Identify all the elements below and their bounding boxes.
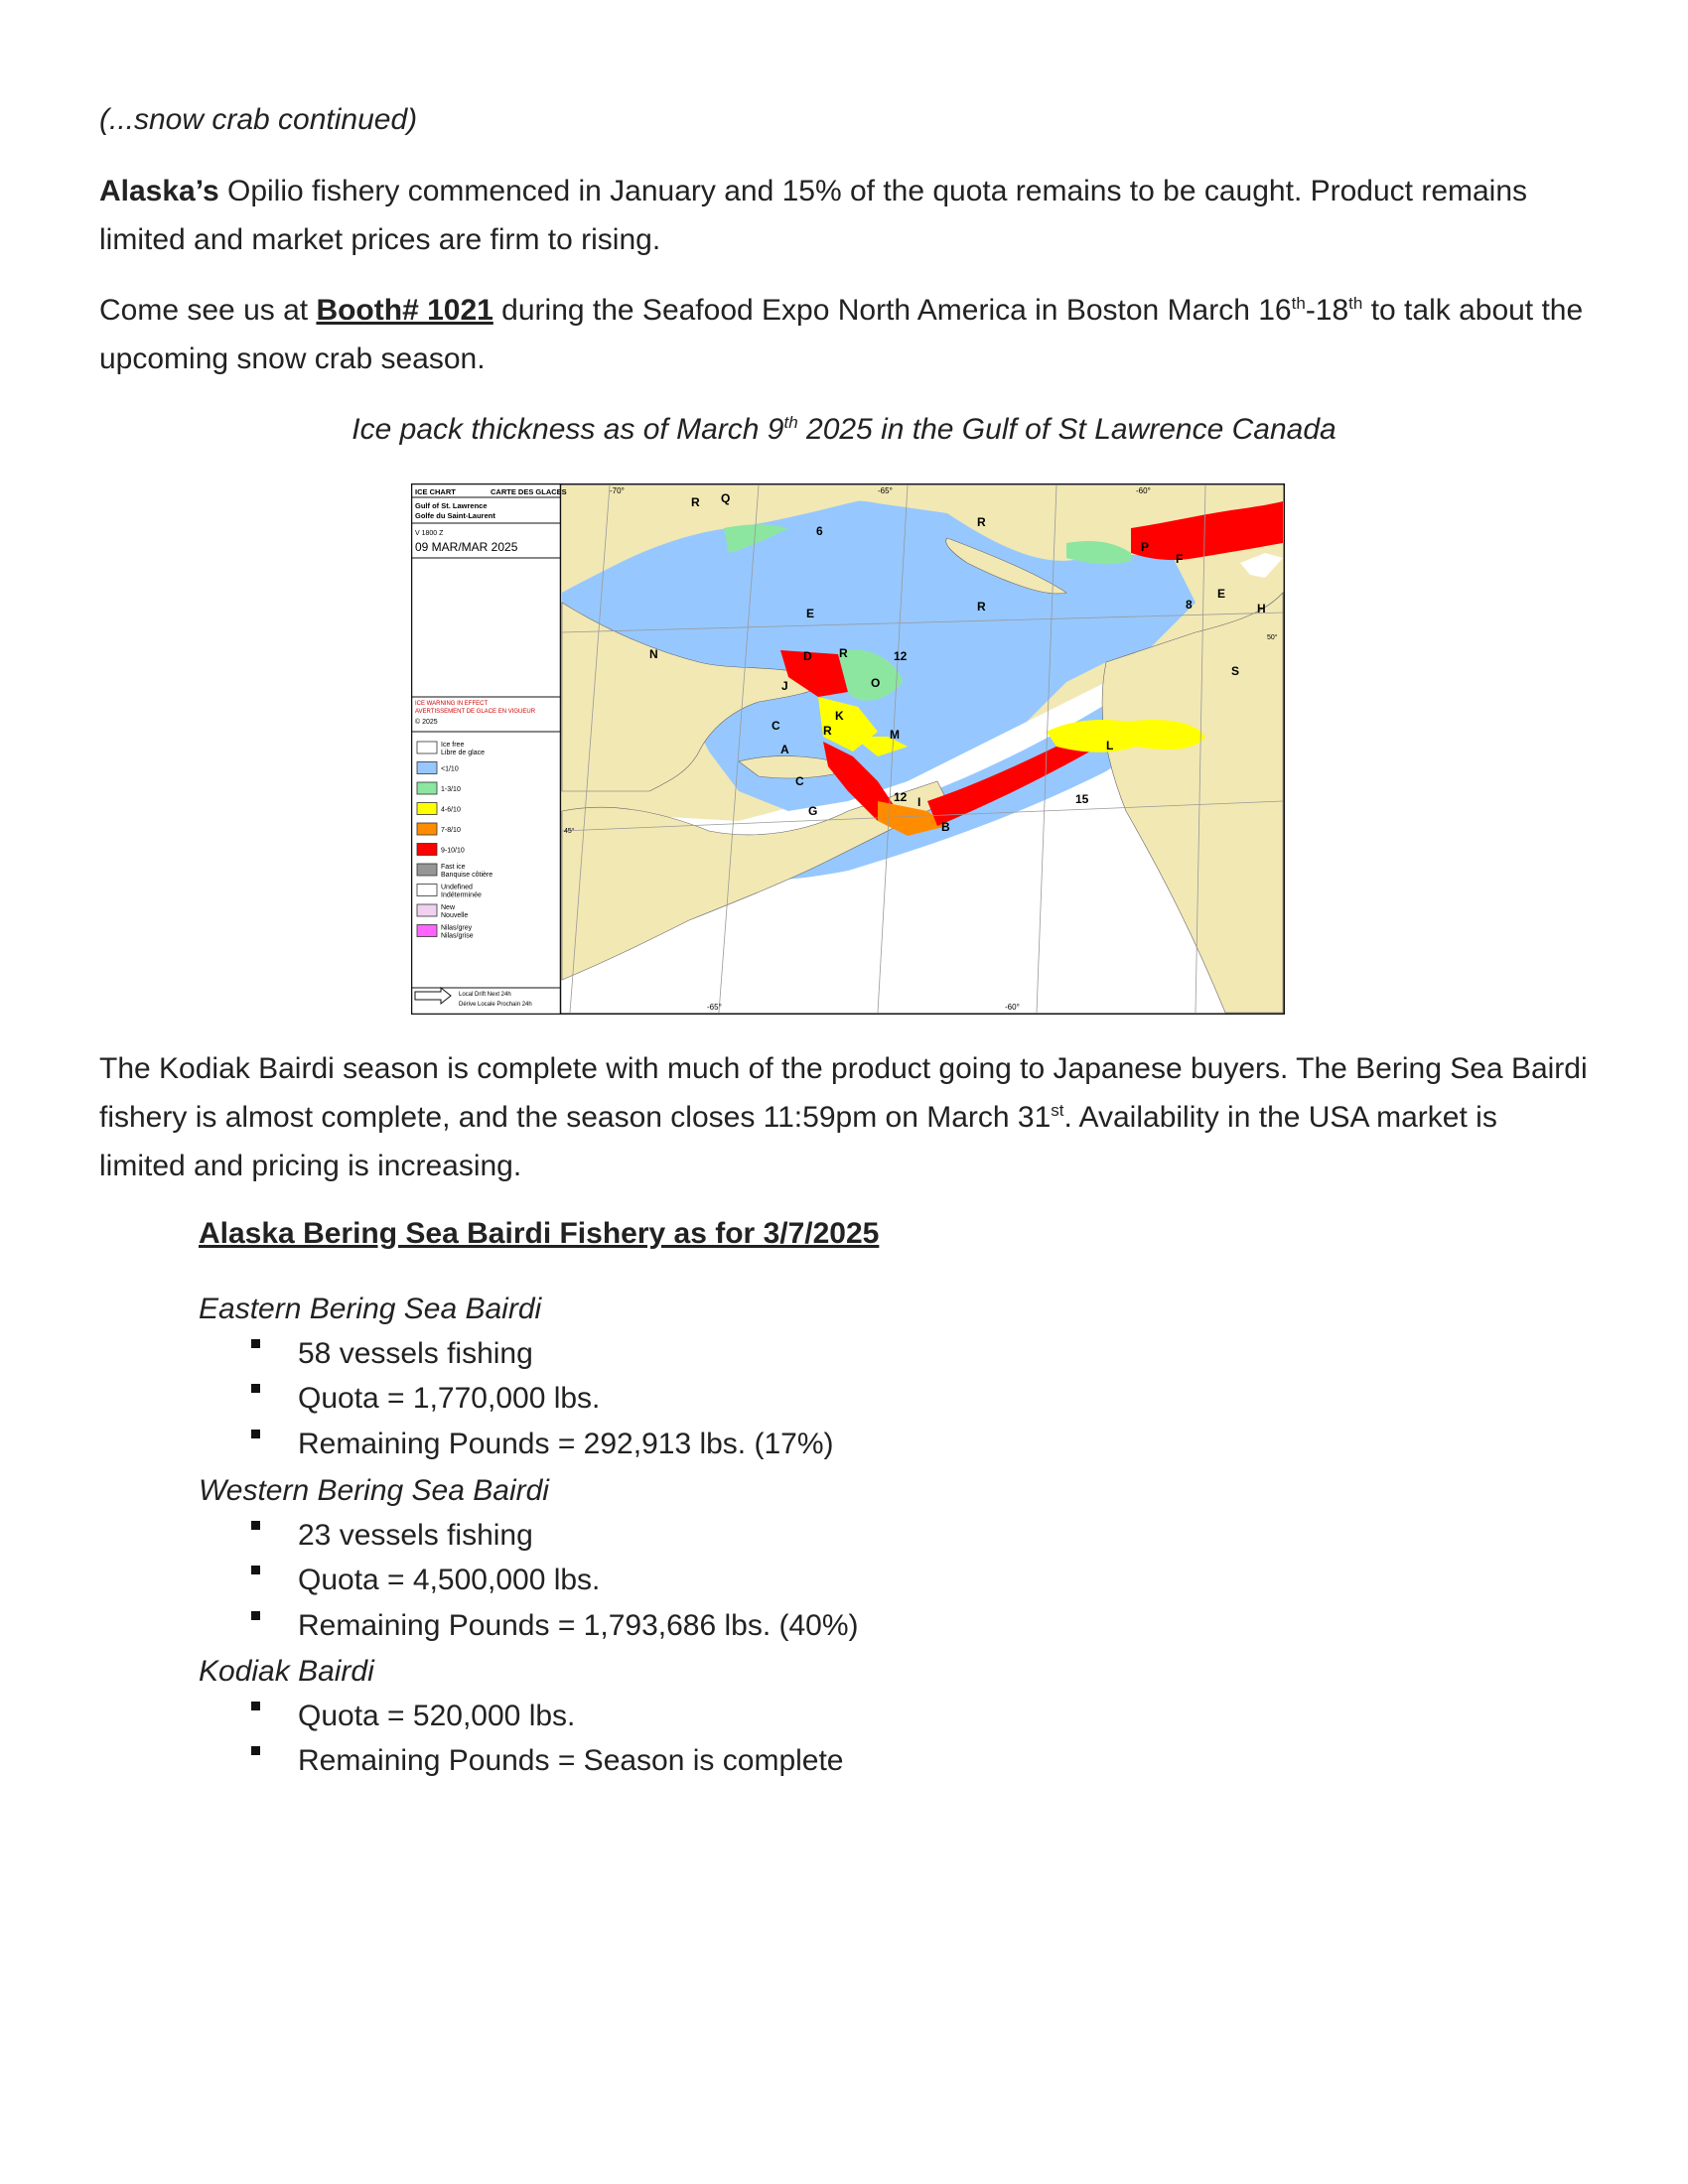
zone-letter: G <box>808 804 818 818</box>
legend-swatch <box>417 844 437 856</box>
legend-label: 4-6/10 <box>441 806 461 814</box>
zone-number: 8 <box>1186 598 1193 612</box>
zone-letter: A <box>780 743 789 756</box>
legend-label: Undefined <box>441 884 473 891</box>
lon-label-1: -70° <box>610 486 625 495</box>
caption-post: 2025 in the Gulf of St Lawrence Canada <box>797 413 1336 446</box>
continued-note: (...snow crab continued) <box>99 103 418 136</box>
legend-swatch <box>417 864 437 876</box>
para2-mid: during the Seafood Expo North America in Boston March 16 <box>492 294 1292 327</box>
list-item: Remaining Pounds = Season is complete <box>298 1744 844 1777</box>
legend-copyright: © 2025 <box>415 719 438 726</box>
zone-letter: L <box>1106 739 1114 752</box>
legend-label: 9-10/10 <box>441 847 465 855</box>
legend-sublabel: Indéterminée <box>441 891 482 899</box>
para2-pre: Come see us at <box>99 294 317 327</box>
expo-paragraph <box>99 286 1589 383</box>
list-item: 23 vessels fishing <box>298 1519 533 1552</box>
alaska-opilio-paragraph <box>99 167 1589 264</box>
legend-version: V 1800 Z <box>415 530 444 537</box>
para3-pre: The Kodiak Bairdi season is complete with much of the product going to Japanese buyers. The Bering Sea Bairdi fishery is almost complete, and the season closes 11:59pm on March 31 <box>99 1052 1588 1134</box>
bullet <box>251 1384 260 1393</box>
ice-chart-image <box>411 483 1285 1015</box>
zone-letter: E <box>806 607 815 620</box>
legend-date: 09 MAR/MAR 2025 <box>415 540 518 554</box>
legend-swatch <box>417 742 437 753</box>
legend-label: <1/10 <box>441 765 459 773</box>
legend-warning-fr: AVERTISSEMENT DE GLACE EN VIGUEUR <box>415 709 536 715</box>
legend-swatch <box>417 823 437 835</box>
zone-letter: R <box>691 495 700 509</box>
legend-swatch <box>417 762 437 774</box>
zone-letter: H <box>1257 602 1266 615</box>
legend-drift-en: Local Drift Next 24h <box>459 992 511 998</box>
legend-region-en: Gulf of St. Lawrence <box>415 501 488 510</box>
legend-sublabel: Nouvelle <box>441 912 469 919</box>
legend-swatch <box>417 904 437 916</box>
lon-label-3: -60° <box>1136 486 1151 495</box>
para2-sup2: th <box>1348 294 1363 313</box>
ice-zone-l <box>1047 720 1205 752</box>
zone-letter: P <box>1141 540 1150 554</box>
zone-letter: S <box>1231 664 1240 678</box>
lon-label-5: -60° <box>1005 1003 1020 1012</box>
list-item: Quota = 520,000 lbs. <box>298 1700 576 1732</box>
list-item: Remaining Pounds = 292,913 lbs. (17%) <box>298 1428 834 1460</box>
zone-number: 12 <box>894 790 908 804</box>
list-item: Remaining Pounds = 1,793,686 lbs. (40%) <box>298 1609 859 1642</box>
para1-text: Opilio fishery commenced in January and 15% of the quota remains to be caught. Product remains limited and market prices are firm to rising. <box>99 175 1528 256</box>
para2-post: to talk about the upcoming snow crab season. <box>99 294 1584 375</box>
legend-swatch <box>417 782 437 794</box>
zone-letter: R <box>839 646 848 660</box>
fishery-title: Alaska Bering Sea Bairdi Fishery as for 3/7/2025 <box>199 1217 880 1250</box>
zone-letter: F <box>1176 552 1184 566</box>
lon-label-4: -65° <box>707 1003 722 1012</box>
bullet <box>251 1702 260 1710</box>
legend-sublabel: Nilas/grise <box>441 932 474 940</box>
legend-swatch <box>417 885 437 896</box>
legend-header-left: ICE CHART <box>415 487 456 496</box>
legend-label: Nilas/grey <box>441 924 473 932</box>
para2-dash: -18 <box>1305 294 1349 327</box>
para3-sup: st <box>1051 1101 1064 1120</box>
lat-label-1: 50° <box>1267 634 1278 641</box>
zone-number: 15 <box>1075 792 1089 806</box>
zone-letter: C <box>772 719 780 733</box>
zone-letter: R <box>977 515 986 529</box>
zone-letter: B <box>941 820 950 834</box>
bullet <box>251 1566 260 1574</box>
caption-sup: th <box>783 413 798 432</box>
zone-letter: J <box>781 679 788 693</box>
list-item: 58 vessels fishing <box>298 1337 533 1370</box>
section-kodiak: Kodiak Bairdi <box>199 1655 374 1688</box>
zone-letter: E <box>1217 587 1226 601</box>
zone-number: 6 <box>816 524 823 538</box>
legend-label: New <box>441 904 456 911</box>
ice-chart-svg <box>411 483 1285 1015</box>
legend-header-right: CARTE DES GLACES <box>491 487 567 496</box>
zone-letter: Q <box>721 491 731 505</box>
bullet <box>251 1430 260 1438</box>
booth-link[interactable]: Booth# 1021 <box>316 294 493 327</box>
map-caption <box>0 405 1688 454</box>
zone-letter: R <box>823 724 832 738</box>
list-item: Quota = 4,500,000 lbs. <box>298 1564 601 1596</box>
list-item: Quota = 1,770,000 lbs. <box>298 1382 601 1415</box>
para3-post: . Availability in the USA market is limited and pricing is increasing. <box>99 1101 1497 1182</box>
legend-region-fr: Golfe du Saint-Laurent <box>415 511 495 520</box>
zone-letter: D <box>803 649 812 663</box>
section-eastern: Eastern Bering Sea Bairdi <box>199 1293 542 1325</box>
lon-label-2: -65° <box>878 486 893 495</box>
legend-sublabel: Libre de glace <box>441 750 485 756</box>
zone-letter: M <box>890 728 900 742</box>
alaska-bold: Alaska’s <box>99 175 219 207</box>
legend-warning-en: ICE WARNING IN EFFECT <box>415 701 489 707</box>
bullet <box>251 1611 260 1620</box>
legend-label: 7-8/10 <box>441 827 461 834</box>
legend-label: Ice free <box>441 742 465 749</box>
bullet <box>251 1746 260 1755</box>
zone-letter: O <box>871 676 881 690</box>
legend-drift-fr: Dérive Locale Prochain 24h <box>459 1002 532 1008</box>
legend-label: 1-3/10 <box>441 786 461 793</box>
legend-label: Fast ice <box>441 864 466 871</box>
bullet <box>251 1339 260 1348</box>
legend-swatch <box>417 925 437 937</box>
caption-pre: Ice pack thickness as of March 9 <box>352 413 784 446</box>
lat-label-2: 45° <box>564 828 575 835</box>
zone-number: 12 <box>894 649 908 663</box>
para2-sup1: th <box>1291 294 1306 313</box>
kodiak-paragraph <box>99 1044 1589 1190</box>
legend-sublabel: Banquise côtière <box>441 872 493 879</box>
bullet <box>251 1521 260 1530</box>
zone-letter: R <box>977 600 986 614</box>
zone-letter: K <box>835 709 844 723</box>
zone-letter: N <box>649 647 658 661</box>
zone-letter: C <box>795 774 804 788</box>
section-western: Western Bering Sea Bairdi <box>199 1474 549 1507</box>
legend-swatch <box>417 803 437 815</box>
zone-letter: I <box>917 795 921 809</box>
